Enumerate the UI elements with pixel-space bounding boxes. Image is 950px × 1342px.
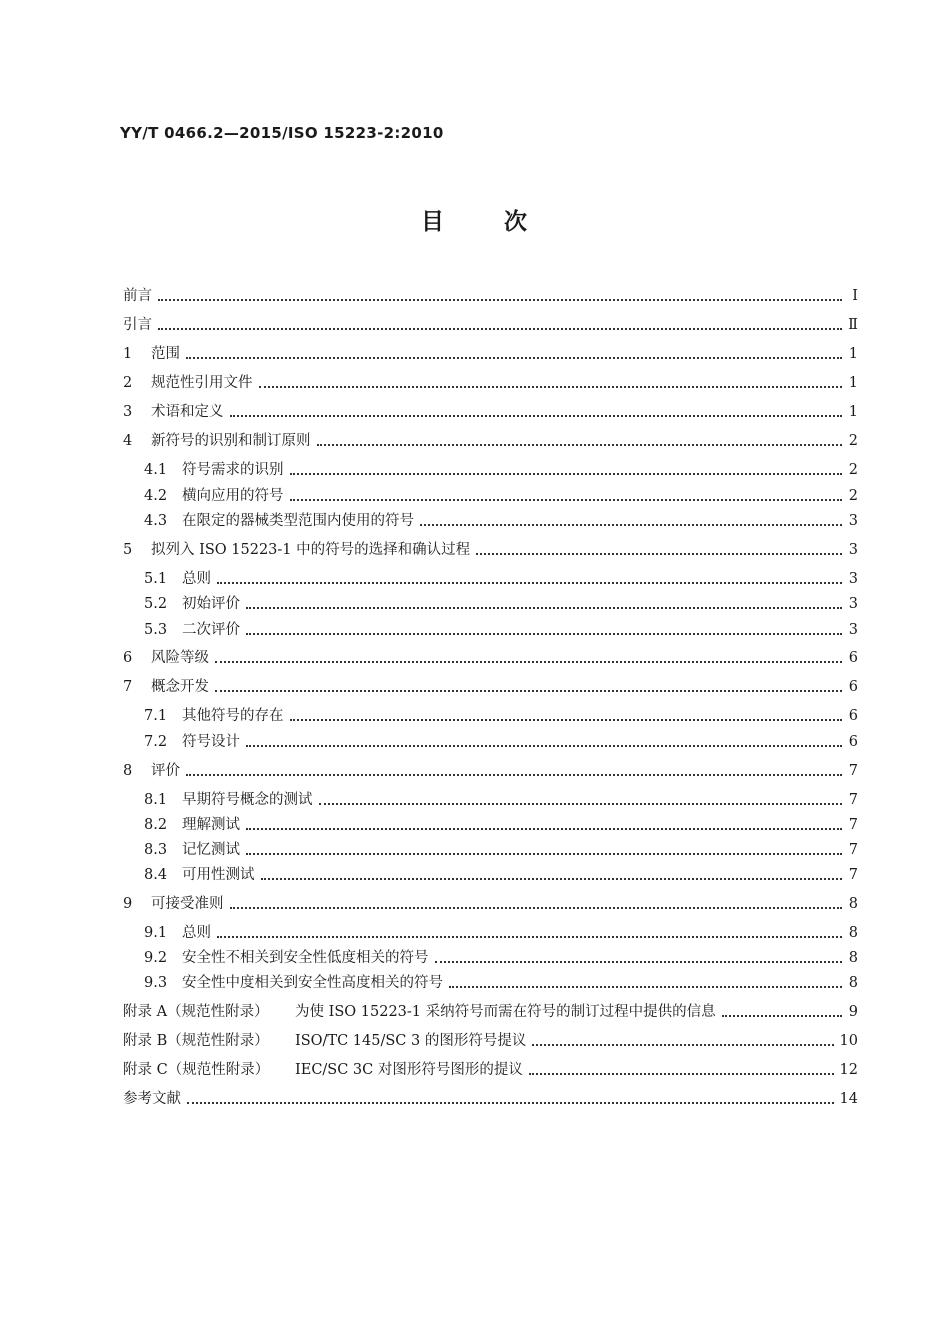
- toc-entry-title: 二次评价: [182, 622, 240, 638]
- toc-entry-number: 附录 A（规范性附录）: [123, 1004, 269, 1020]
- dot-leader: [319, 803, 843, 805]
- toc-entry-page-number: 3: [848, 571, 858, 587]
- toc-entry-title: 理解测试: [182, 817, 240, 833]
- toc-entry-title: 为使 ISO 15223-1 采纳符号而需在符号的制订过程中提供的信息: [295, 1004, 716, 1020]
- toc-entry[interactable]: [123, 313, 858, 335]
- toc-entry[interactable]: [123, 1087, 858, 1109]
- toc-entry[interactable]: [123, 892, 858, 914]
- toc-entry-number: 5.2: [144, 596, 168, 612]
- toc-entry-title: 记忆测试: [182, 842, 240, 858]
- toc-entry[interactable]: [123, 342, 858, 364]
- toc-entry-page-number: 7: [848, 842, 858, 858]
- dot-leader: [532, 1044, 833, 1046]
- toc-entry-page-number: 14: [839, 1091, 858, 1107]
- toc-entry-page-number: 7: [848, 792, 858, 808]
- toc-entry-number: 9.3: [144, 975, 168, 991]
- toc-entry-number: 8.1: [144, 792, 168, 808]
- toc-entry-title: 其他符号的存在: [182, 708, 284, 724]
- toc-entry-title: 新符号的识别和制订原则: [151, 433, 311, 449]
- toc-entry-page-number: 7: [848, 763, 858, 779]
- toc-entry-title: 总则: [182, 571, 211, 587]
- dot-leader: [259, 386, 843, 388]
- toc-entry-title: 安全性中度相关到安全性高度相关的符号: [182, 975, 443, 991]
- toc-entry[interactable]: [123, 284, 858, 306]
- toc-entry[interactable]: [144, 788, 858, 810]
- dot-leader: [187, 1102, 834, 1104]
- dot-leader: [435, 961, 843, 963]
- toc-entry[interactable]: [144, 946, 858, 968]
- toc-entry-number: 6: [123, 650, 133, 666]
- toc-entry-page-number: 1: [848, 346, 858, 362]
- toc-entry-number: 5: [123, 542, 133, 558]
- toc-entry-number: 4.3: [144, 513, 168, 529]
- toc-entry-number: 附录 B（规范性附录）: [123, 1033, 269, 1049]
- toc-entry-page-number: 2: [848, 488, 858, 504]
- toc-entry-number: 8.3: [144, 842, 168, 858]
- toc-entry[interactable]: [144, 618, 858, 640]
- toc-entry-page-number: 3: [848, 596, 858, 612]
- toc-entry-title: 范围: [151, 346, 180, 362]
- dot-leader: [246, 745, 842, 747]
- toc-entry-title: 在限定的器械类型范围内使用的符号: [182, 513, 414, 529]
- toc-entry-title: 规范性引用文件: [151, 375, 253, 391]
- toc-entry-page-number: 8: [848, 896, 858, 912]
- dot-leader: [290, 499, 843, 501]
- toc-entry-number: 5.3: [144, 622, 168, 638]
- toc-entry-page-number: 12: [839, 1062, 858, 1078]
- toc-entry-number: 1: [123, 346, 133, 362]
- toc-entry[interactable]: [144, 838, 858, 860]
- dot-leader: [317, 444, 843, 446]
- toc-entry[interactable]: [144, 567, 858, 589]
- document-code-header: YY/T 0466.2—2015/ISO 15223-2:2010: [120, 124, 444, 142]
- toc-entry-title: 参考文献: [123, 1091, 181, 1107]
- toc-entry[interactable]: [144, 704, 858, 726]
- toc-entry-title: IEC/SC 3C 对图形符号图形的提议: [295, 1062, 523, 1078]
- toc-entry-title: 可接受准则: [151, 896, 224, 912]
- toc-entry-title: 术语和定义: [151, 404, 224, 420]
- dot-leader: [215, 661, 842, 663]
- toc-entry-number: 9.2: [144, 950, 168, 966]
- dot-leader: [420, 524, 842, 526]
- toc-entry-page-number: Ⅰ: [852, 288, 858, 304]
- toc-entry[interactable]: [123, 675, 858, 697]
- toc-entry[interactable]: [144, 592, 858, 614]
- dot-leader: [449, 986, 842, 988]
- toc-entry-page-number: 3: [848, 622, 858, 638]
- dot-leader: [246, 607, 842, 609]
- toc-entry-number: 7.2: [144, 734, 168, 750]
- toc-entry-number: 9.1: [144, 925, 168, 941]
- toc-entry-page-number: Ⅱ: [848, 317, 858, 333]
- toc-entry-number: 7.1: [144, 708, 168, 724]
- toc-entry-page-number: 3: [848, 542, 858, 558]
- toc-entry-page-number: 6: [848, 650, 858, 666]
- dot-leader: [215, 690, 842, 692]
- toc-entry-number: 4.2: [144, 488, 168, 504]
- toc-entry-number: 8.4: [144, 867, 168, 883]
- dot-leader: [158, 328, 842, 330]
- toc-entry[interactable]: [144, 730, 858, 752]
- toc-entry-page-number: 6: [848, 734, 858, 750]
- toc-entry-page-number: 7: [848, 867, 858, 883]
- toc-entry-title: 评价: [151, 763, 180, 779]
- toc-entry-title: 初始评价: [182, 596, 240, 612]
- toc-entry-number: 4.1: [144, 462, 168, 478]
- toc-entry-page-number: 1: [848, 404, 858, 420]
- toc-entry-page-number: 6: [848, 708, 858, 724]
- toc-entry-number: 8.2: [144, 817, 168, 833]
- toc-entry[interactable]: [123, 1058, 858, 1080]
- toc-entry-page-number: 7: [848, 817, 858, 833]
- toc-entry-page-number: 10: [839, 1033, 858, 1049]
- toc-entry-page-number: 3: [848, 513, 858, 529]
- toc-entry[interactable]: [144, 509, 858, 531]
- dot-leader: [230, 907, 843, 909]
- toc-entry-title: 符号设计: [182, 734, 240, 750]
- toc-entry-title: 可用性测试: [182, 867, 255, 883]
- dot-leader: [158, 299, 842, 301]
- dot-leader: [290, 719, 843, 721]
- toc-entry[interactable]: [123, 1000, 858, 1022]
- toc-entry[interactable]: [144, 863, 858, 885]
- toc-entry-page-number: 2: [848, 433, 858, 449]
- dot-leader: [722, 1015, 842, 1017]
- toc-entry[interactable]: [123, 371, 858, 393]
- toc-entry-number: 3: [123, 404, 133, 420]
- toc-entry[interactable]: [144, 484, 858, 506]
- toc-entry[interactable]: [144, 813, 858, 835]
- toc-entry-title: 总则: [182, 925, 211, 941]
- toc-entry-page-number: 8: [848, 950, 858, 966]
- toc-entry-title: 符号需求的识别: [182, 462, 284, 478]
- toc-entry-number: 9: [123, 896, 133, 912]
- toc-entry[interactable]: [144, 971, 858, 993]
- dot-leader: [217, 582, 842, 584]
- page-title: 目 次: [420, 209, 529, 235]
- dot-leader: [217, 936, 842, 938]
- dot-leader: [246, 828, 842, 830]
- toc-entry-title: ISO/TC 145/SC 3 的图形符号提议: [295, 1033, 527, 1049]
- toc-entry-number: 附录 C（规范性附录）: [123, 1062, 270, 1078]
- toc-entry-page-number: 1: [848, 375, 858, 391]
- toc-entry-title: 拟列入 ISO 15223-1 中的符号的选择和确认过程: [151, 542, 471, 558]
- toc-entry-title: 安全性不相关到安全性低度相关的符号: [182, 950, 429, 966]
- dot-leader: [230, 415, 843, 417]
- dot-leader: [186, 774, 842, 776]
- toc-entry-page-number: 8: [848, 975, 858, 991]
- toc-entry[interactable]: [123, 1029, 858, 1051]
- toc-entry-number: 8: [123, 763, 133, 779]
- dot-leader: [261, 878, 843, 880]
- dot-leader: [246, 853, 842, 855]
- dot-leader: [529, 1073, 834, 1075]
- toc-entry[interactable]: [123, 646, 858, 668]
- toc-entry-number: 2: [123, 375, 133, 391]
- toc-entry-number: 4: [123, 433, 133, 449]
- toc-entry-title: 前言: [123, 288, 152, 304]
- toc-entry[interactable]: [123, 429, 858, 451]
- toc-entry-title: 引言: [123, 317, 152, 333]
- toc-entry[interactable]: [144, 921, 858, 943]
- toc-entry[interactable]: [123, 759, 858, 781]
- toc-entry-page-number: 2: [848, 462, 858, 478]
- dot-leader: [246, 633, 842, 635]
- toc-entry-page-number: 9: [848, 1004, 858, 1020]
- dot-leader: [290, 473, 843, 475]
- toc-entry-page-number: 8: [848, 925, 858, 941]
- toc-entry-title: 横向应用的符号: [182, 488, 284, 504]
- toc-entry-page-number: 6: [848, 679, 858, 695]
- toc-entry-number: 7: [123, 679, 133, 695]
- toc-entry-title: 早期符号概念的测试: [182, 792, 313, 808]
- toc-entry[interactable]: [123, 400, 858, 422]
- toc-entry[interactable]: [123, 538, 858, 560]
- dot-leader: [186, 357, 842, 359]
- toc-entry-title: 概念开发: [151, 679, 209, 695]
- toc-entry-title: 风险等级: [151, 650, 209, 666]
- dot-leader: [476, 553, 842, 555]
- toc-entry[interactable]: [144, 458, 858, 480]
- toc-entry-number: 5.1: [144, 571, 168, 587]
